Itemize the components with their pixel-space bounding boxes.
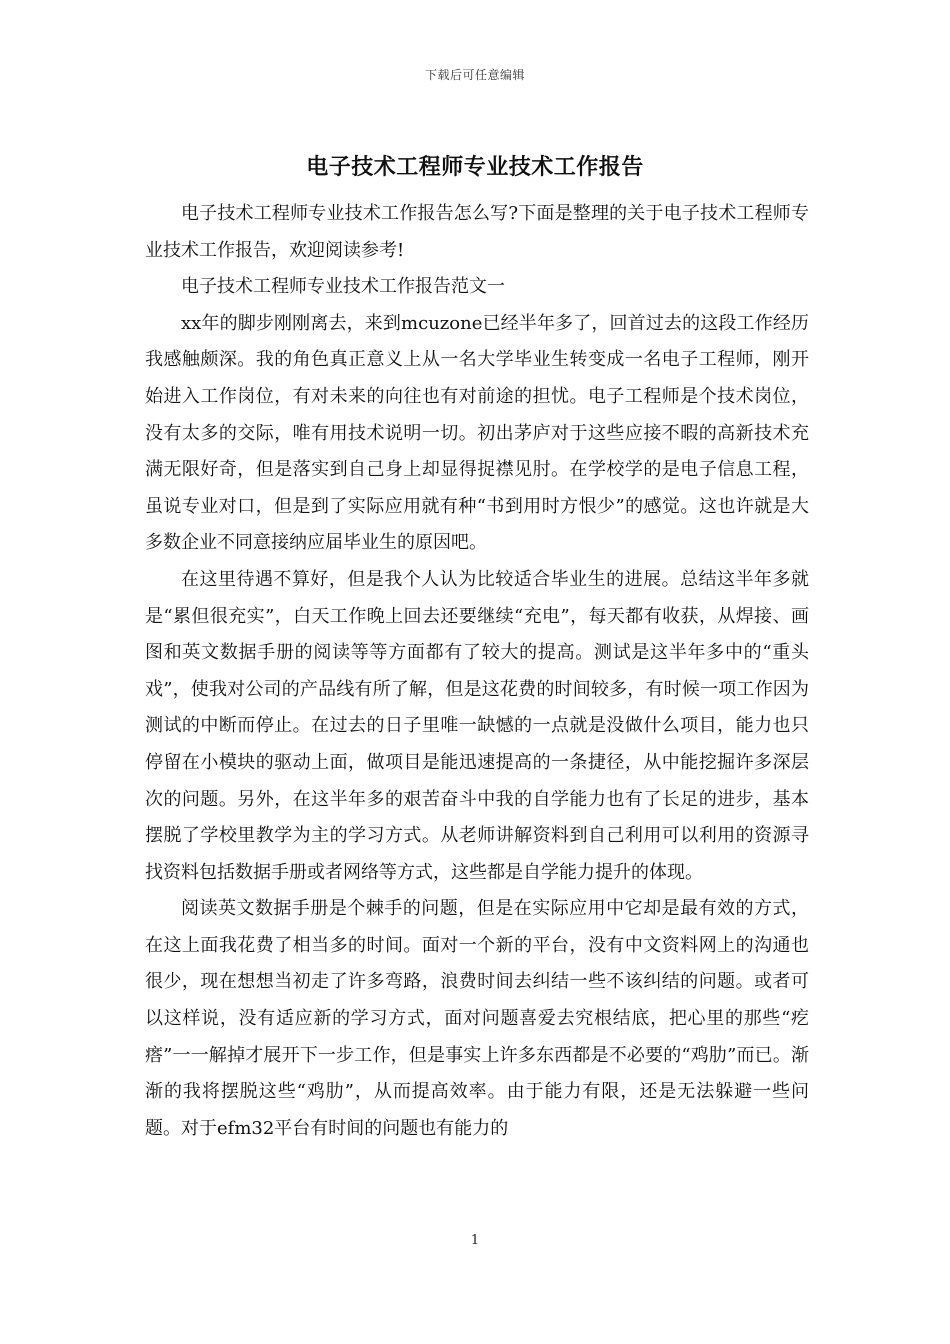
body-paragraph: xx年的脚步刚刚离去，来到mcuzone已经半年多了，回首过去的这段工作经历我感触颇深。我的角色真正意义上从一名大学毕业生转变成一名电子工程师，刚开始进入工作岗位，有对未来的向往也有对前途的担忧。电子工程师是个技术岗位，没有太多的交际，唯有用技术说明一切。初出茅庐对于这些应接不暇的高新技术充满无限好奇，但是落实到自己身上却显得捉襟见肘。在学校学的是电子信息工程，虽说专业对口，但是到了实际应用就有种“书到用时方恨少”的感觉。这也许就是大多数企业不同意接纳应届毕业生的原因吧。 [145, 312, 809, 554]
document-body [145, 196, 809, 1147]
body-paragraph: 阅读英文数据手册是个棘手的问题，但是在实际应用中它却是最有效的方式，在这上面我花费了相当多的时间。面对一个新的平台，没有中文资料网上的沟通也很少，现在想想当初走了许多弯路，浪费时间去纠结一些不该纠结的问题。或者可以这样说，没有适应新的学习方式，面对问题喜爱去究根结底，把心里的那些“疙瘩”一一解掉才展开下一步工作，但是事实上许多东西都是不必要的“鸡肋”而已。渐渐的我将摆脱这些“鸡肋”，从而提高效率。由于能力有限，还是无法躲避一些问题。对于efm32平台有时间的问题也有能力的 [145, 898, 809, 1139]
header-note: 下载后可任意编辑 [424, 68, 525, 82]
section-heading: 电子技术工程师专业技术工作报告范文一 [181, 276, 505, 298]
body-paragraph: 在这里待遇不算好，但是我个人认为比较适合毕业生的进展。总结这半年多就是“累但很充实”，白天工作晚上回去还要继续“充电”，每天都有收获，从焊接、画图和英文数据手册的阅读等等方面都有了较大的提高。测试是这半年多中的“重头戏”，使我对公司的产品线有所了解，但是这花费的时间较多，有时候一项工作因为测试的中断而停止。在过去的日子里唯一缺憾的一点就是没做什么项目，能力也只停留在小模块的驱动上面，做项目是能迅速提高的一条捷径，从中能挖掘许多深层次的问题。另外，在这半年多的艰苦奋斗中我的自学能力也有了长足的进步，基本摆脱了学校里教学为主的学习方式。从老师讲解资料到自己利用可以利用的资源寻找资料包括数据手册或者网络等方式，这些都是自学能力提升的体现。 [145, 568, 809, 883]
intro-paragraph: 电子技术工程师专业技术工作报告怎么写?下面是整理的关于电子技术工程师专业技术工作报告，欢迎阅读参考! [145, 203, 809, 261]
document-title: 电子技术工程师专业技术工作报告 [306, 154, 644, 180]
page-number: 1 [470, 1233, 480, 1248]
